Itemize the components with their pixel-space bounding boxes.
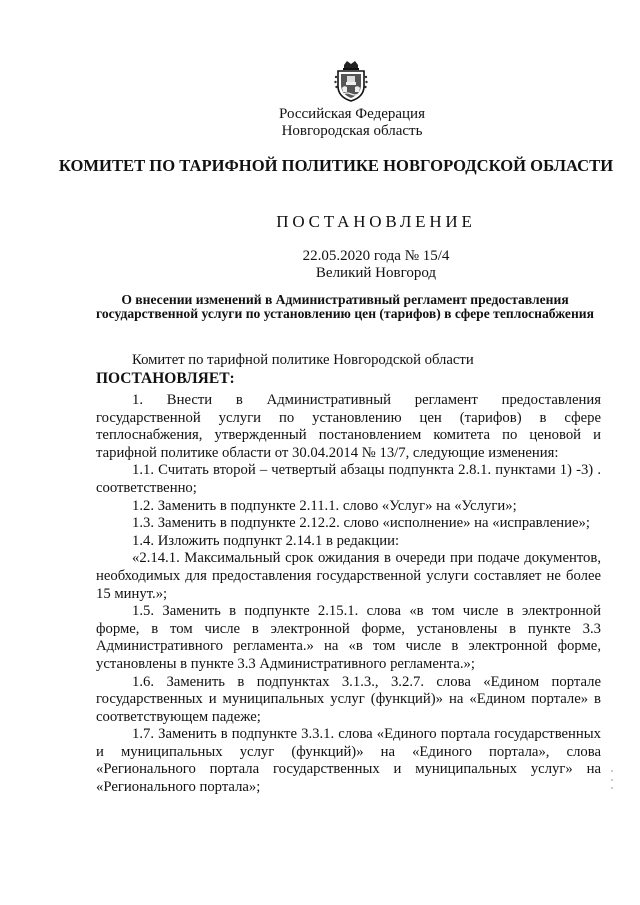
- document-date-number: 22.05.2020 года № 15/4: [302, 248, 450, 264]
- intro-text: Комитет по тарифной политике Новгородской области: [132, 352, 474, 368]
- paragraph: 1.3. Заменить в подпункте 2.12.2. слово «исполнение» на «исправление»;: [132, 515, 590, 532]
- header-region: Новгородская область: [281, 123, 423, 139]
- header-country: Российская Федерация: [279, 106, 425, 122]
- paragraph: 1.1. Считать второй – четвертый абзацы подпункта 2.8.1. пунктами 1) -3) . соответственно;: [96, 462, 601, 496]
- paragraph: 1. Внести в Административный регламент предоставления государственной услуги по установлению цен (тарифов) в сфере теплоснабжения, утвержденный постановлением комитета по ценовой и тарифной политике области от 30.04.2014 № 13/7, следующие изменения:: [96, 392, 601, 461]
- novgorod-coat-of-arms-icon: [329, 59, 373, 103]
- committee-title: КОМИТЕТ ПО ТАРИФНОЙ ПОЛИТИКЕ НОВГОРОДСКОЙ ОБЛАСТИ: [58, 156, 614, 175]
- paragraph: 1.4. Изложить подпункт 2.14.1 в редакции:: [132, 532, 400, 549]
- document-city: Великий Новгород: [315, 265, 437, 281]
- document-subject: О внесении изменений в Административный регламент предоставления государственной услуги по установлению цен (тарифов) в сфере теплоснабжения: [96, 292, 594, 321]
- paragraph: 1.5. Заменить в подпункте 2.15.1. слова «в том числе в электронной форме, в том числе в электронной форме, установлены в пункте 3.3 Административного регламента.» на «в том числе в электронной форме, установлены в пункте 3.3 Административного регламента.»;: [96, 603, 601, 672]
- paragraph: 1.2. Заменить в подпункте 2.11.1. слово «Услуг» на «Услуги»;: [132, 497, 517, 514]
- paragraph: 1.7. Заменить в подпункте 3.3.1. слова «Единого портала государственных и муниципальных услуг (функций)» на «Единого портала», слова «Регионального портала государственных и муниципальных услуг» на «Регионального портала»;: [96, 726, 601, 796]
- document-type: ПОСТАНОВЛЕНИЕ: [276, 212, 476, 231]
- resolves-heading: ПОСТАНОВЛЯЕТ:: [96, 369, 235, 387]
- paragraph: 1.6. Заменить в подпунктах 3.1.3., 3.2.7. слова «Едином портале государственных и муниципальных услуг (функций)» на «Едином портале» в соответствующем падеже;: [96, 673, 601, 725]
- scan-artifact-dots: [611, 770, 614, 790]
- resolution-paragraphs: [96, 392, 601, 797]
- paragraph: «2.14.1. Максимальный срок ожидания в очереди при подаче документов, необходимых для предоставления государственной услуги составляет не более 15 минут.»;: [96, 550, 601, 602]
- intro-block: [96, 352, 601, 388]
